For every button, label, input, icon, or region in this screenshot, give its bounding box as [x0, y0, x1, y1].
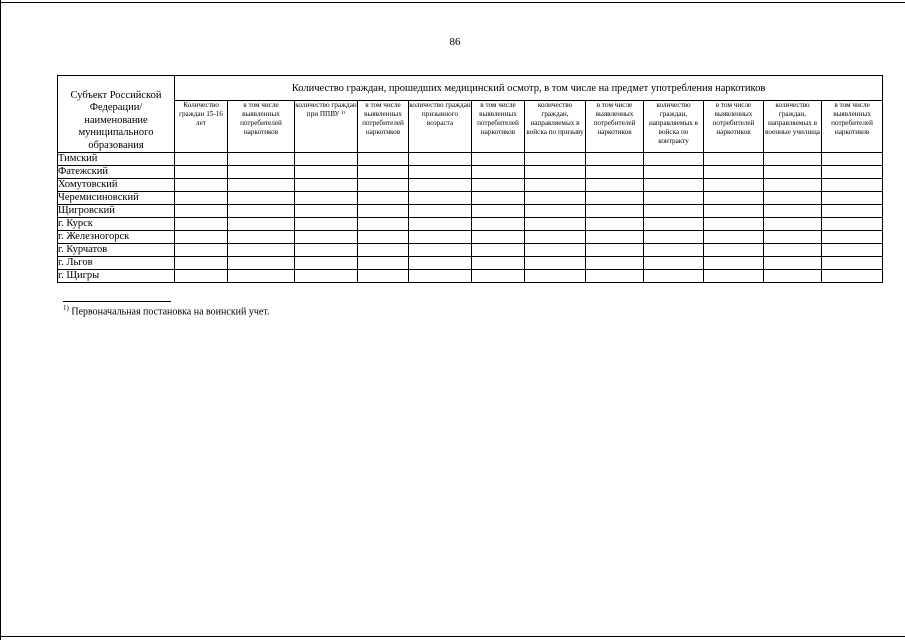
- row-label: г. Курчатов: [58, 244, 175, 257]
- row-label: г. Курск: [58, 218, 175, 231]
- column-header: в том числе выявленных потребителей наркотиков: [822, 101, 883, 153]
- column-header: в том числе выявленных потребителей наркотиков: [228, 101, 295, 153]
- table-cell: [704, 270, 764, 283]
- table-cell: [822, 244, 883, 257]
- table-cell: [472, 153, 525, 166]
- table-cell: [764, 244, 822, 257]
- table-cell: [704, 192, 764, 205]
- table-cell: [409, 205, 472, 218]
- table-cell: [822, 231, 883, 244]
- table-cell: [175, 257, 228, 270]
- table-cell: [358, 192, 409, 205]
- footnote: [63, 304, 269, 317]
- table-row: [58, 257, 883, 270]
- table-cell: [586, 166, 644, 179]
- table-cell: [409, 166, 472, 179]
- table-cell: [586, 205, 644, 218]
- table-row: [58, 270, 883, 283]
- table-cell: [644, 270, 704, 283]
- table-cell: [704, 153, 764, 166]
- table-row: [58, 166, 883, 179]
- table-cell: [586, 153, 644, 166]
- table-cell: [525, 231, 586, 244]
- table-cell: [764, 270, 822, 283]
- table-cell: [175, 244, 228, 257]
- column-header: количество граждан призывного возраста: [409, 101, 472, 153]
- table-cell: [644, 231, 704, 244]
- table-cell: [704, 218, 764, 231]
- table-cell: [644, 218, 704, 231]
- table-header-row: [58, 76, 883, 101]
- table-cell: [764, 257, 822, 270]
- table-cell: [525, 244, 586, 257]
- table-cell: [764, 231, 822, 244]
- table-cell: [586, 270, 644, 283]
- table-cell: [175, 205, 228, 218]
- row-label: Щигровский: [58, 205, 175, 218]
- row-label: Тимский: [58, 153, 175, 166]
- table-cell: [228, 179, 295, 192]
- table-cell: [409, 270, 472, 283]
- table-cell: [358, 231, 409, 244]
- table-cell: [228, 205, 295, 218]
- table-cell: [472, 192, 525, 205]
- table-row: [58, 205, 883, 218]
- table-cell: [358, 153, 409, 166]
- table-cell: [644, 205, 704, 218]
- table-cell: [822, 192, 883, 205]
- table-cell: [295, 153, 358, 166]
- table-row: [58, 218, 883, 231]
- table-cell: [525, 218, 586, 231]
- group-header: Количество граждан, прошедших медицинский осмотр, в том числе на предмет употребления наркотиков: [175, 76, 883, 101]
- table-cell: [525, 166, 586, 179]
- footnote-text: Первоначальная постановка на воинский учет.: [71, 306, 270, 318]
- row-label: г. Льгов: [58, 257, 175, 270]
- table-cell: [295, 257, 358, 270]
- medical-exam-table: [57, 75, 883, 283]
- table-cell: [228, 218, 295, 231]
- table-cell: [822, 257, 883, 270]
- table-cell: [704, 179, 764, 192]
- table-cell: [472, 166, 525, 179]
- page-edge-bottom: [0, 636, 905, 637]
- table-cell: [228, 244, 295, 257]
- table-cell: [409, 179, 472, 192]
- column-header: в том числе выявленных потребителей наркотиков: [358, 101, 409, 153]
- table-cell: [644, 179, 704, 192]
- table-cell: [175, 153, 228, 166]
- page-edge-left: [0, 0, 1, 640]
- table-cell: [228, 270, 295, 283]
- table-cell: [586, 179, 644, 192]
- table-cell: [295, 270, 358, 283]
- table-cell: [175, 231, 228, 244]
- table-cell: [644, 153, 704, 166]
- table-cell: [228, 257, 295, 270]
- column-header: количество граждан при ППВУ ¹⁾: [295, 101, 358, 153]
- table-cell: [822, 153, 883, 166]
- table-cell: [704, 257, 764, 270]
- table-cell: [409, 218, 472, 231]
- table-cell: [586, 231, 644, 244]
- table-cell: [472, 270, 525, 283]
- table-cell: [472, 205, 525, 218]
- column-header: в том числе выявленных потребителей наркотиков: [704, 101, 764, 153]
- table-cell: [525, 205, 586, 218]
- table-cell: [175, 192, 228, 205]
- table-body: [58, 153, 883, 283]
- table-cell: [704, 205, 764, 218]
- table-cell: [472, 244, 525, 257]
- page-edge-top: [0, 2, 905, 3]
- column-header: в том числе выявленных потребителей наркотиков: [472, 101, 525, 153]
- table-cell: [644, 166, 704, 179]
- column-header: Количество граждан 15-16 лет: [175, 101, 228, 153]
- table-cell: [525, 270, 586, 283]
- page-number: 86: [449, 36, 461, 48]
- column-header: в том числе выявленных потребителей наркотиков: [586, 101, 644, 153]
- table-cell: [175, 179, 228, 192]
- table-cell: [822, 179, 883, 192]
- table-cell: [586, 257, 644, 270]
- table-cell: [704, 244, 764, 257]
- row-label: Черемисиновский: [58, 192, 175, 205]
- table-cell: [175, 166, 228, 179]
- table-cell: [295, 218, 358, 231]
- table-cell: [409, 257, 472, 270]
- table-cell: [764, 166, 822, 179]
- table-cell: [358, 244, 409, 257]
- table-cell: [822, 270, 883, 283]
- table-cell: [358, 179, 409, 192]
- row-label: Хомутовский: [58, 179, 175, 192]
- table-row: [58, 192, 883, 205]
- table-cell: [472, 179, 525, 192]
- table-cell: [358, 257, 409, 270]
- table-cell: [295, 166, 358, 179]
- column-headers-row: [58, 101, 883, 153]
- table-cell: [409, 153, 472, 166]
- table-cell: [295, 205, 358, 218]
- table-cell: [472, 231, 525, 244]
- table-cell: [358, 218, 409, 231]
- footnote-rule: [63, 301, 171, 302]
- table-cell: [472, 257, 525, 270]
- table-row: [58, 244, 883, 257]
- table-row: [58, 231, 883, 244]
- table-row: [58, 153, 883, 166]
- table-cell: [295, 192, 358, 205]
- table-cell: [822, 205, 883, 218]
- table-cell: [295, 231, 358, 244]
- table-cell: [764, 153, 822, 166]
- row-label: г. Железногорск: [58, 231, 175, 244]
- table-cell: [764, 218, 822, 231]
- table-cell: [295, 244, 358, 257]
- footnote-marker: 1): [63, 304, 69, 312]
- table-cell: [586, 218, 644, 231]
- table-cell: [409, 244, 472, 257]
- table-cell: [525, 257, 586, 270]
- table-cell: [175, 270, 228, 283]
- table-cell: [822, 166, 883, 179]
- table-cell: [704, 166, 764, 179]
- table-cell: [822, 218, 883, 231]
- table-row: [58, 179, 883, 192]
- column-header: количество граждан, направляемых в войска по контракту: [644, 101, 704, 153]
- table-cell: [586, 244, 644, 257]
- table-cell: [228, 231, 295, 244]
- table-cell: [472, 218, 525, 231]
- table-cell: [644, 244, 704, 257]
- table-cell: [175, 218, 228, 231]
- table-cell: [228, 192, 295, 205]
- table-cell: [358, 205, 409, 218]
- column-header: количество граждан, направляемых в войска по призыву: [525, 101, 586, 153]
- table-cell: [228, 166, 295, 179]
- table-cell: [764, 179, 822, 192]
- table-cell: [409, 231, 472, 244]
- table-cell: [644, 192, 704, 205]
- table-cell: [764, 205, 822, 218]
- table-cell: [358, 270, 409, 283]
- column-header: количество граждан, направляемых в военные училища: [764, 101, 822, 153]
- table-cell: [704, 231, 764, 244]
- table-cell: [525, 192, 586, 205]
- table-cell: [525, 153, 586, 166]
- subject-header: Субъект Российской Федерации/ наименование муниципального образования: [58, 76, 175, 153]
- table-cell: [586, 192, 644, 205]
- row-label: Фатежский: [58, 166, 175, 179]
- table-cell: [409, 192, 472, 205]
- table-cell: [358, 166, 409, 179]
- table-cell: [295, 179, 358, 192]
- table-cell: [525, 179, 586, 192]
- row-label: г. Щигры: [58, 270, 175, 283]
- table-cell: [644, 257, 704, 270]
- table-cell: [764, 192, 822, 205]
- table-cell: [228, 153, 295, 166]
